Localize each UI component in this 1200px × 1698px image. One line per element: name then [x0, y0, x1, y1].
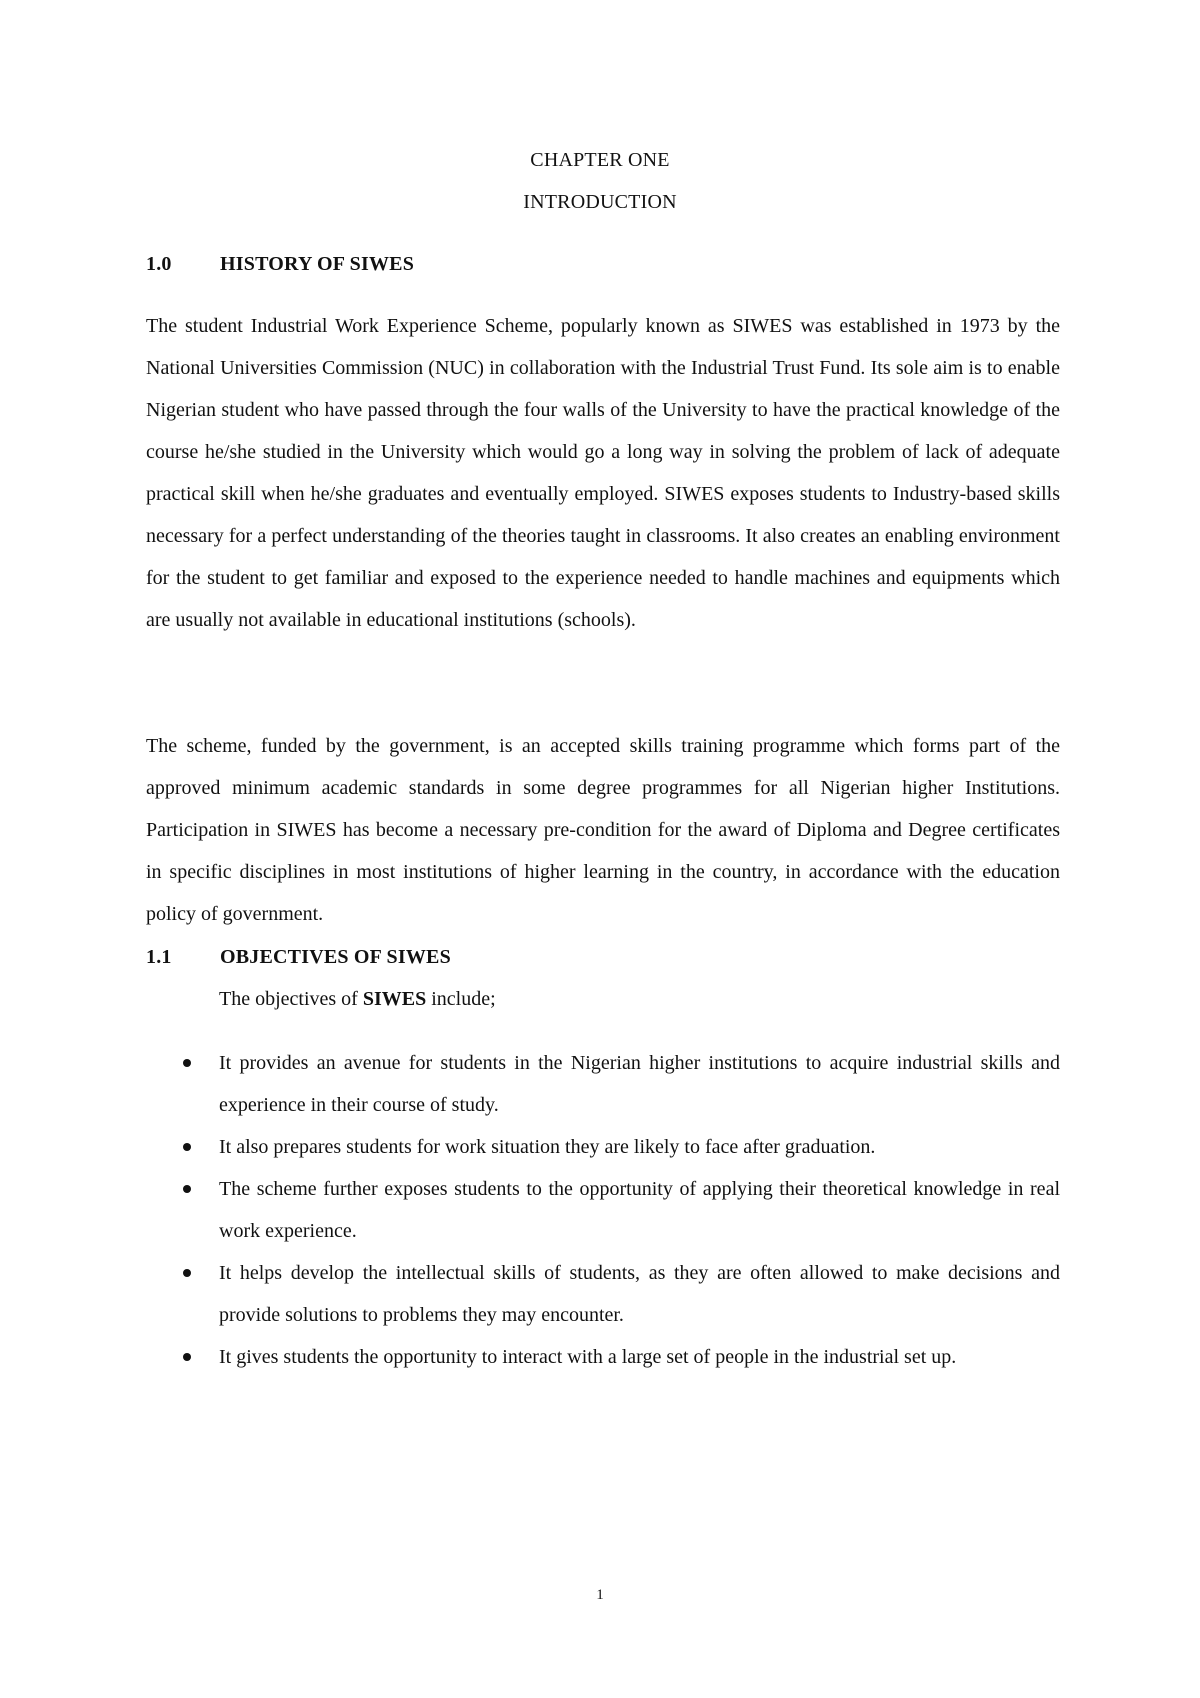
- section-number: 1.0: [146, 253, 172, 275]
- section-heading-objectives: [146, 943, 451, 971]
- list-item: [146, 1042, 1060, 1126]
- intro-bold: SIWES: [362, 988, 427, 1010]
- list-item-text: It gives students the opportunity to interact with a large set of people in the industrial set up.: [219, 1346, 957, 1368]
- list-item: [146, 1336, 1060, 1378]
- list-item-text: It helps develop the intellectual skills of students, as they are often allowed to make decisions and provide solutions to problems they may encounter.: [219, 1262, 1060, 1326]
- bullet-icon: [183, 1059, 191, 1067]
- history-paragraph-2: The scheme, funded by the government, is an accepted skills training programme which forms part of the approved minimum academic standards in some degree programmes for all Nigerian higher Institutions. Participation in SIWES has become a necessary pre-condition for the award of Diploma and Degree certificates in specific disciplines in most institutions of higher learning in the country, in accordance with the education policy of government.: [146, 735, 1060, 925]
- objectives-list: [146, 1042, 1060, 1378]
- list-item: [146, 1252, 1060, 1336]
- list-item-text: The scheme further exposes students to the opportunity of applying their theoretical knowledge in real work experience.: [219, 1178, 1060, 1242]
- page-number: 1: [596, 1587, 604, 1603]
- list-item: [146, 1168, 1060, 1252]
- bullet-icon: [183, 1269, 191, 1277]
- bullet-icon: [183, 1185, 191, 1193]
- list-item: [146, 1126, 1060, 1168]
- list-item-text: It provides an avenue for students in the Nigerian higher institutions to acquire industrial skills and experience in their course of study.: [219, 1052, 1060, 1116]
- history-paragraph-1: The student Industrial Work Experience Scheme, popularly known as SIWES was established in 1973 by the National Universities Commission (NUC) in collaboration with the Industrial Trust Fund. Its sole aim is to enable Nigerian student who have passed through the four walls of the University to have the practical knowledge of the course he/she studied in the University which would go a long way in solving the problem of lack of adequate practical skill when he/she graduates and eventually employed. SIWES exposes students to Industry-based skills necessary for a perfect understanding of the theories taught in classrooms. It also creates an enabling environment for the student to get familiar and exposed to the experience needed to handle machines and equipments which are usually not available in educational institutions (schools).: [146, 315, 1060, 631]
- section-heading-history: [146, 250, 414, 278]
- chapter-subtitle: INTRODUCTION: [523, 191, 677, 213]
- intro-prefix: The objectives of: [219, 988, 363, 1010]
- chapter-title: CHAPTER ONE: [530, 149, 670, 171]
- section-title: OBJECTIVES OF SIWES: [220, 946, 451, 968]
- bullet-icon: [183, 1353, 191, 1361]
- section-title: HISTORY OF SIWES: [220, 253, 415, 275]
- intro-suffix: include;: [426, 988, 496, 1010]
- objectives-intro: [219, 985, 496, 1013]
- bullet-icon: [183, 1143, 191, 1151]
- section-number: 1.1: [146, 946, 172, 968]
- list-item-text: It also prepares students for work situation they are likely to face after graduation.: [219, 1136, 876, 1158]
